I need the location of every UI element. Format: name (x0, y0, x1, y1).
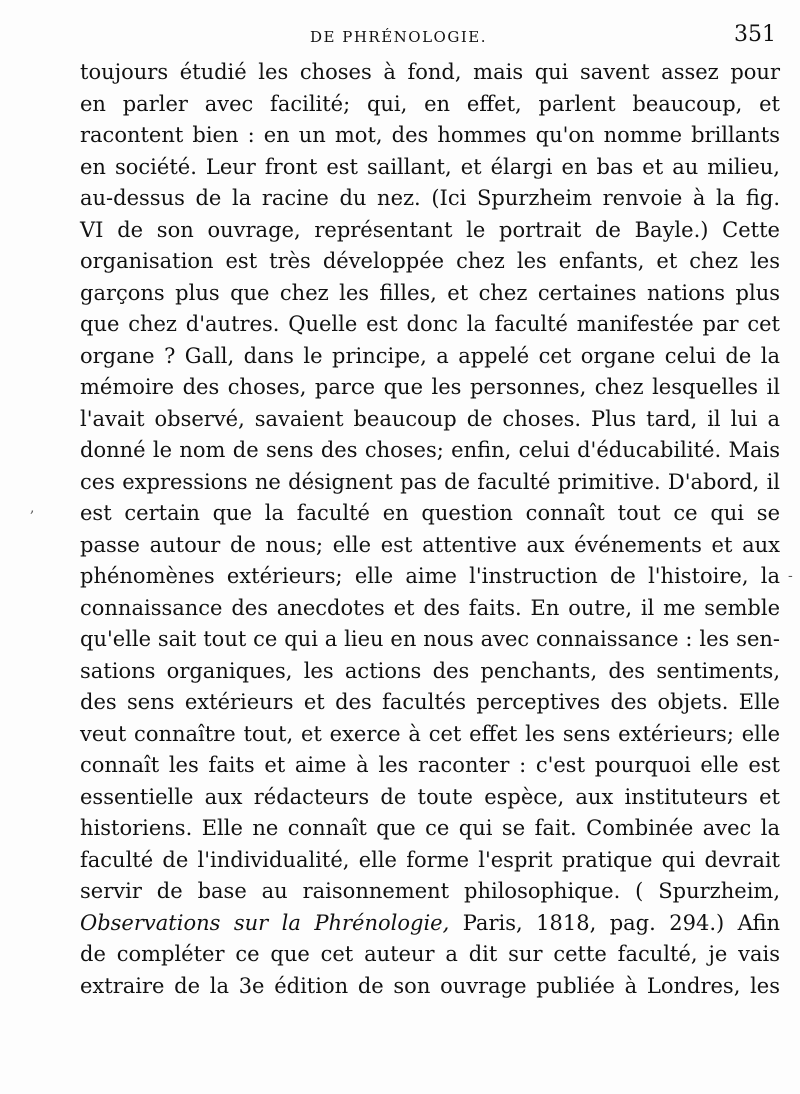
text-line: donné le nom de sens des choses; enfin, celui d'éducabilité. Mais (80, 438, 780, 462)
margin-mark: - (788, 568, 793, 584)
margin-mark: , (30, 500, 35, 516)
text-line: servir de base au raisonnement philosophique. ( Spurzheim, (80, 879, 780, 903)
citation-details: Paris, 1818, pag. 294.) Afin (449, 910, 780, 935)
body-text (80, 57, 780, 1002)
text-line: extraire de la 3e édition de son ouvrage publiée à Londres, les (80, 973, 780, 998)
text-line: qu'elle sait tout ce qui a lieu en nous avec connaissance : les sen- (80, 627, 780, 651)
text-line: garçons plus que chez les filles, et chez certaines nations plus (80, 280, 780, 305)
text-line: connaît les faits et aime à les raconter : c'est pourquoi elle est (80, 753, 780, 777)
text-line: organisation est très développée chez les enfants, et chez les (80, 249, 780, 273)
text-line: toujours étudié les choses à fond, mais qui savent assez pour (80, 60, 780, 84)
text-line: racontent bien : en un mot, des hommes qu'on nomme brillants (80, 123, 780, 147)
text-line: passe autour de nous; elle est attentive aux événements et aux (80, 532, 780, 557)
page-number: 351 (734, 22, 776, 47)
text-line: essentielle aux rédacteurs de toute espèce, aux instituteurs et (80, 784, 780, 809)
text-line: ces expressions ne désignent pas de faculté primitive. D'abord, il (80, 469, 780, 494)
text-line: VI de son ouvrage, représentant le portrait de Bayle.) Cette (80, 217, 780, 242)
running-title: DE PHRÉNOLOGIE. (310, 28, 487, 46)
text-line: historiens. Elle ne connaît que ce qui se fait. Combinée avec la (80, 816, 780, 840)
text-line: veut connaître tout, et exerce à cet effet les sens extérieurs; elle (80, 721, 780, 746)
text-line: connaissance des anecdotes et des faits. En outre, il me semble (80, 595, 780, 620)
text-line: mémoire des choses, parce que les personnes, chez lesquelles il (80, 375, 780, 399)
text-line: l'avait observé, savaient beaucoup de choses. Plus tard, il lui a (80, 406, 780, 431)
running-head (80, 22, 776, 50)
text-line: des sens extérieurs et des facultés perceptives des objets. Elle (80, 690, 780, 714)
text-line: en société. Leur front est saillant, et élargi en bas et au milieu, (80, 154, 780, 179)
text-line: faculté de l'individualité, elle forme l'esprit pratique qui devrait (80, 847, 780, 872)
text-line: que chez d'autres. Quelle est donc la faculté manifestée par cet (80, 312, 780, 336)
citation-line (80, 908, 780, 940)
text-line: organe ? Gall, dans le principe, a appelé cet organe celui de la (80, 343, 780, 368)
text-line: au-dessus de la racine du nez. (Ici Spurzheim renvoie à la fig. (80, 186, 780, 210)
text-line: en parler avec facilité; qui, en effet, parlent beaucoup, et (80, 91, 780, 116)
text-line: phénomènes extérieurs; elle aime l'instruction de l'histoire, la (80, 564, 780, 588)
citation-title: Observations sur la Phrénologie, (80, 910, 450, 935)
text-line: de compléter ce que cet auteur a dit sur cette faculté, je vais (80, 942, 780, 966)
text-line: est certain que la faculté en question connaît tout ce qui se (80, 501, 780, 525)
text-line: sations organiques, les actions des penchants, des sentiments, (80, 658, 780, 683)
